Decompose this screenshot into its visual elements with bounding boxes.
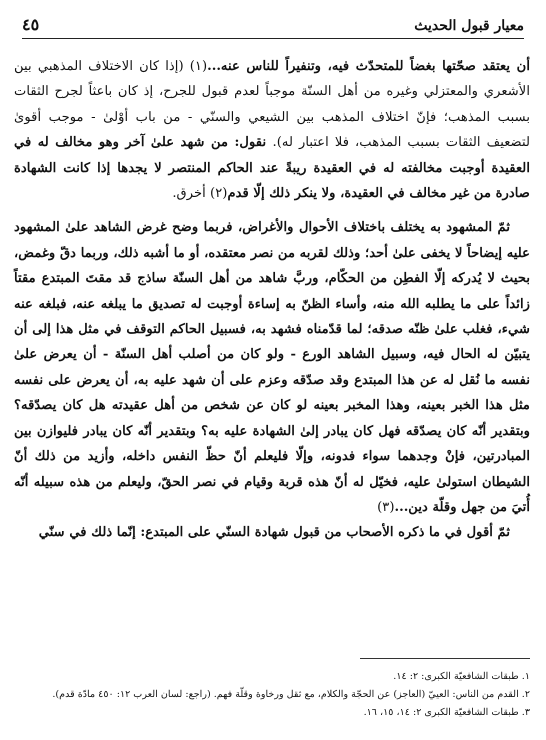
text-run: ثمّ المشهود به يختلف باختلاف الأحوال والأغراض، فربما وضح غرض الشاهد علىٰ المشهود عليه إيضاحاً لا يخفى علىٰ أحد؛ وذلك لقربه من نصر معتقده، أو ما أشبه ذلك، وربما دقّ وغمض، بحيث لا يُدركه إلّا الفطِن من الحكّام، وربَّ شاهد من أهل السنّة ساذج قد مقتَ المبتدع مقتاً زائداً على ما يطلبه الله منه، وأساء الظنّ به إساءة أوجبت له تصديق ما يبلغه عنه، فبلغه عنه شيء، فغلب علىٰ ظنّه صدقه؛ لما قدّمناه فشهد به، فسبيل الحاكم التوقف في مثل هذا إلى أن يتبيّن له الحال فيه، وسبيل الشاهد الورع - ولو كان من أصلب أهل السنّة - أن يعرض علىٰ نفسه ما نُقل له عن هذا المبتدع وقد صدّقه وعزم على أن شهد عليه به، أن يعرض على نفسه مثل هذا الخبر بعينه، وهذا المخبر بعينه لو كان عن شخص من أهل عقيدته هل كان يصدّقه؟ وبتقدير أنّه كان يصدّقه فهل كان يبادر إلىٰ الشهادة عليه به؟ وبتقدير أنّه كان يبادر فليوازن بين المبادرتين، فإنْ وجدهما سواء فدونه، وإلّا فليعلم أنّ حظّ النفس داخله، وأزيد من ذلك أنّ الشيطان استولىٰ عليه، فخيّل له أنّ هذه قربة وقيام في نصر الحقّ، وليعلم من هذه سبيله أنّه أُتيَ من جهل وقلّة دين... [14, 220, 530, 515]
text-run: أن يعتقد صحّتها بغضاً للمتحدّث فيه، وتنفيراً للناس عنه... [207, 59, 530, 74]
paragraph-1 [14, 54, 530, 206]
text-run: (٢) أخرق. [172, 186, 228, 202]
text-run: نقول: من شهد علىٰ آخر وهو مخالف له في العقيدة أوجبت مخالفته له في العقيدة ريبةً عند الحاكم المنتصر لا يجدها إذا كانت الشهادة صادرة من غير مخالف في العقيدة، ولا ينكر ذلك إلّا قدم [14, 135, 530, 202]
paragraph-3 [14, 520, 530, 545]
footnote-2: ٢. القدم من الناس: العييّ (العاجز) عن الحجّة والكلام، مع ثقل ورخاوة وقلّة فهم. (راجع: لسان العرب ١٢: ٤٥٠ مادّة قدم). [52, 689, 530, 700]
main-text [14, 54, 530, 546]
footnote-3: ٣. طبقات الشافعيّة الكبرى ٢: ١٤، ١٥، ١٦. [363, 707, 530, 718]
footnote-1: ١. طبقات الشافعيّة الكبرى: ٢: ١٤. [393, 671, 530, 682]
footnote-divider [360, 658, 530, 659]
footnotes [16, 668, 530, 722]
text-run: ثمّ أقول في ما ذكره الأصحاب من قبول شهادة السنّي على المبتدع: إنّما ذلك في سنّي [38, 525, 510, 541]
page-number: ٤٥ [22, 15, 40, 34]
text-run: (١) (إذا كان الاختلاف المذهبي بين الأشعري والمعتزلي وغيره من أهل السنّة موجباً لعدم قبول للجرح، إذ كان باعثاً لجرح الثقات بسبب المذهب؛ فإنّ اختلاف المذهب بين الشيعي والسنّي - من باب أوْلىٰ - موجب أقوىٰ لتضعيف الثقات بسبب المذهب، فلا اعتبار له). [14, 59, 530, 151]
paragraph-2 [14, 215, 530, 520]
running-header [22, 8, 524, 39]
running-title: معيار قبول الحديث [414, 18, 524, 34]
text-run: (٣) [377, 499, 395, 515]
